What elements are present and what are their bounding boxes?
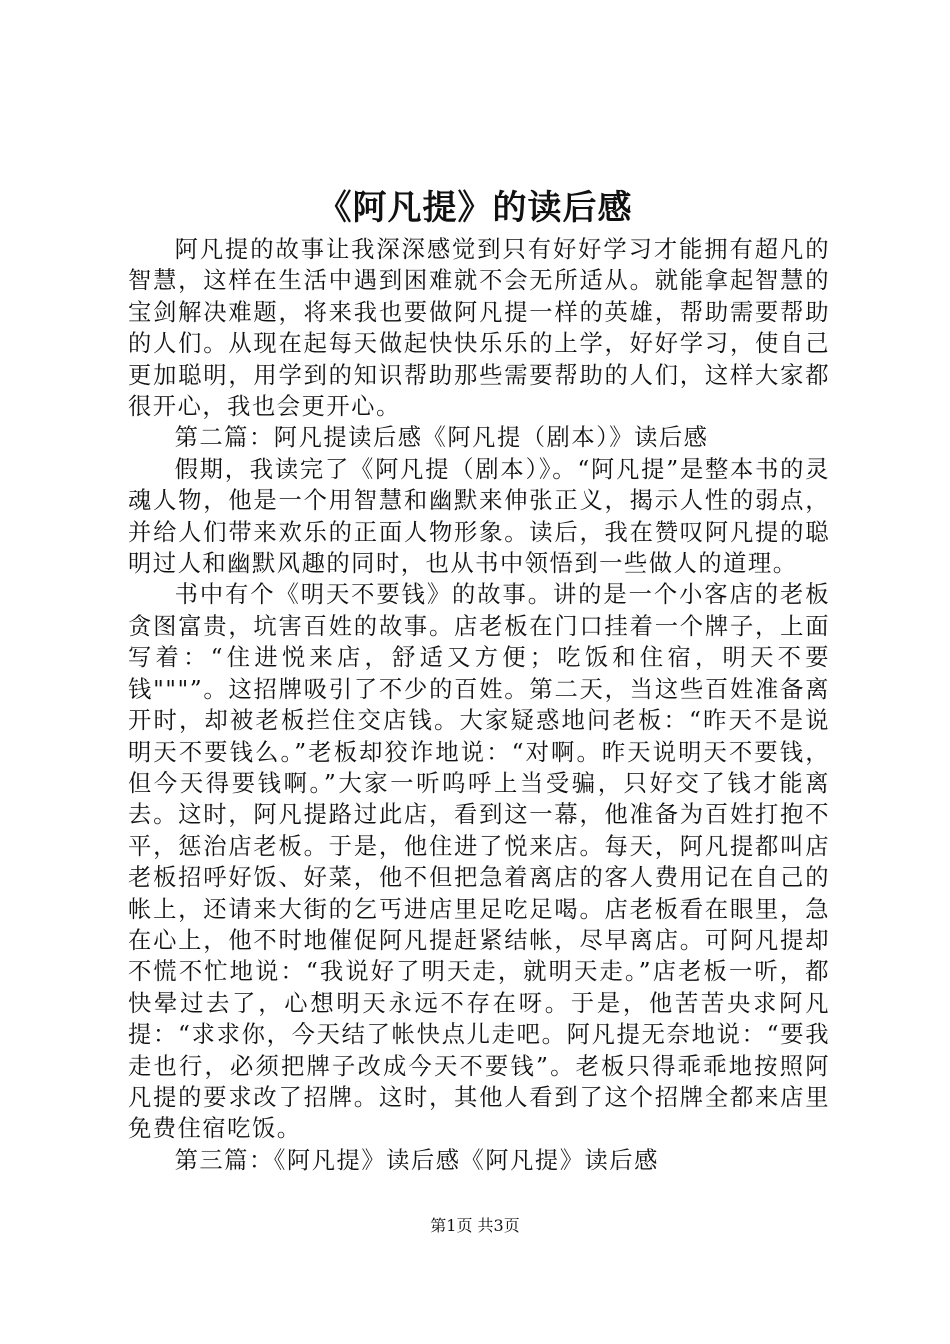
section-heading: 第二篇：阿凡提读后感《阿凡提（剧本）》读后感 [174,424,709,452]
document-body [128,234,830,1176]
paragraph: 假期，我读完了《阿凡提（剧本）》。“阿凡提”是整本书的灵魂人物，他是一个用智慧和幽默来伸张正义，揭示人性的弱点，并给人们带来欢乐的正面人物形象。读后，我在赞叹阿凡提的聪明过人和幽默风趣的同时，也从书中领悟到一些做人的道理。 [128,455,830,578]
paragraph: 阿凡提的故事让我深深感觉到只有好好学习才能拥有超凡的智慧，这样在生活中遇到困难就不会无所适从。就能拿起智慧的宝剑解决难题，将来我也要做阿凡提一样的英雄，帮助需要帮助的人们。从现在起每天做起快快乐乐的上学，好好学习，使自己更加聪明，用学到的知识帮助那些需要帮助的人们，这样大家都很开心，我也会更开心。 [128,236,830,421]
page-footer: 第1页 共3页 [430,1216,520,1235]
paragraph: 书中有个《明天不要钱》的故事。讲的是一个小客店的老板贪图富贵，坑害百姓的故事。店老板在门口挂着一个牌子，上面写着：“住进悦来店，舒适又方便；吃饭和住宿，明天不要钱"""”。这招牌吸引了不少的百姓。第二天，当这些百姓准备离开时，却被老板拦住交店钱。大家疑惑地问老板：“昨天不是说明天不要钱么。”老板却狡诈地说：“对啊。昨天说明天不要钱，但今天得要钱啊。”大家一听呜呼上当受骗，只好交了钱才能离去。这时，阿凡提路过此店，看到这一幕，他准备为百姓打抱不平，惩治店老板。于是，他住进了悦来店。每天，阿凡提都叫店老板招呼好饭、好菜，他不但把急着离店的客人费用记在自己的帐上，还请来大街的乞丐进店里足吃足喝。店老板看在眼里，急在心上，他不时地催促阿凡提赶紧结帐，尽早离店。可阿凡提却不慌不忙地说：“我说好了明天走，就明天走。”店老板一听，都快晕过去了，心想明天永远不存在呀。于是，他苦苦央求阿凡提：“求求你，今天结了帐快点儿走吧。阿凡提无奈地说：“要我走也行，必须把牌子改成今天不要钱”。老板只得乖乖地按照阿凡提的要求改了招牌。这时，其他人看到了这个招牌全都来店里免费住宿吃饭。 [128,581,830,1143]
section-heading: 第三篇：《阿凡提》读后感《阿凡提》读后感 [174,1146,659,1174]
page-title: 《阿凡提》的读后感 [317,188,633,228]
